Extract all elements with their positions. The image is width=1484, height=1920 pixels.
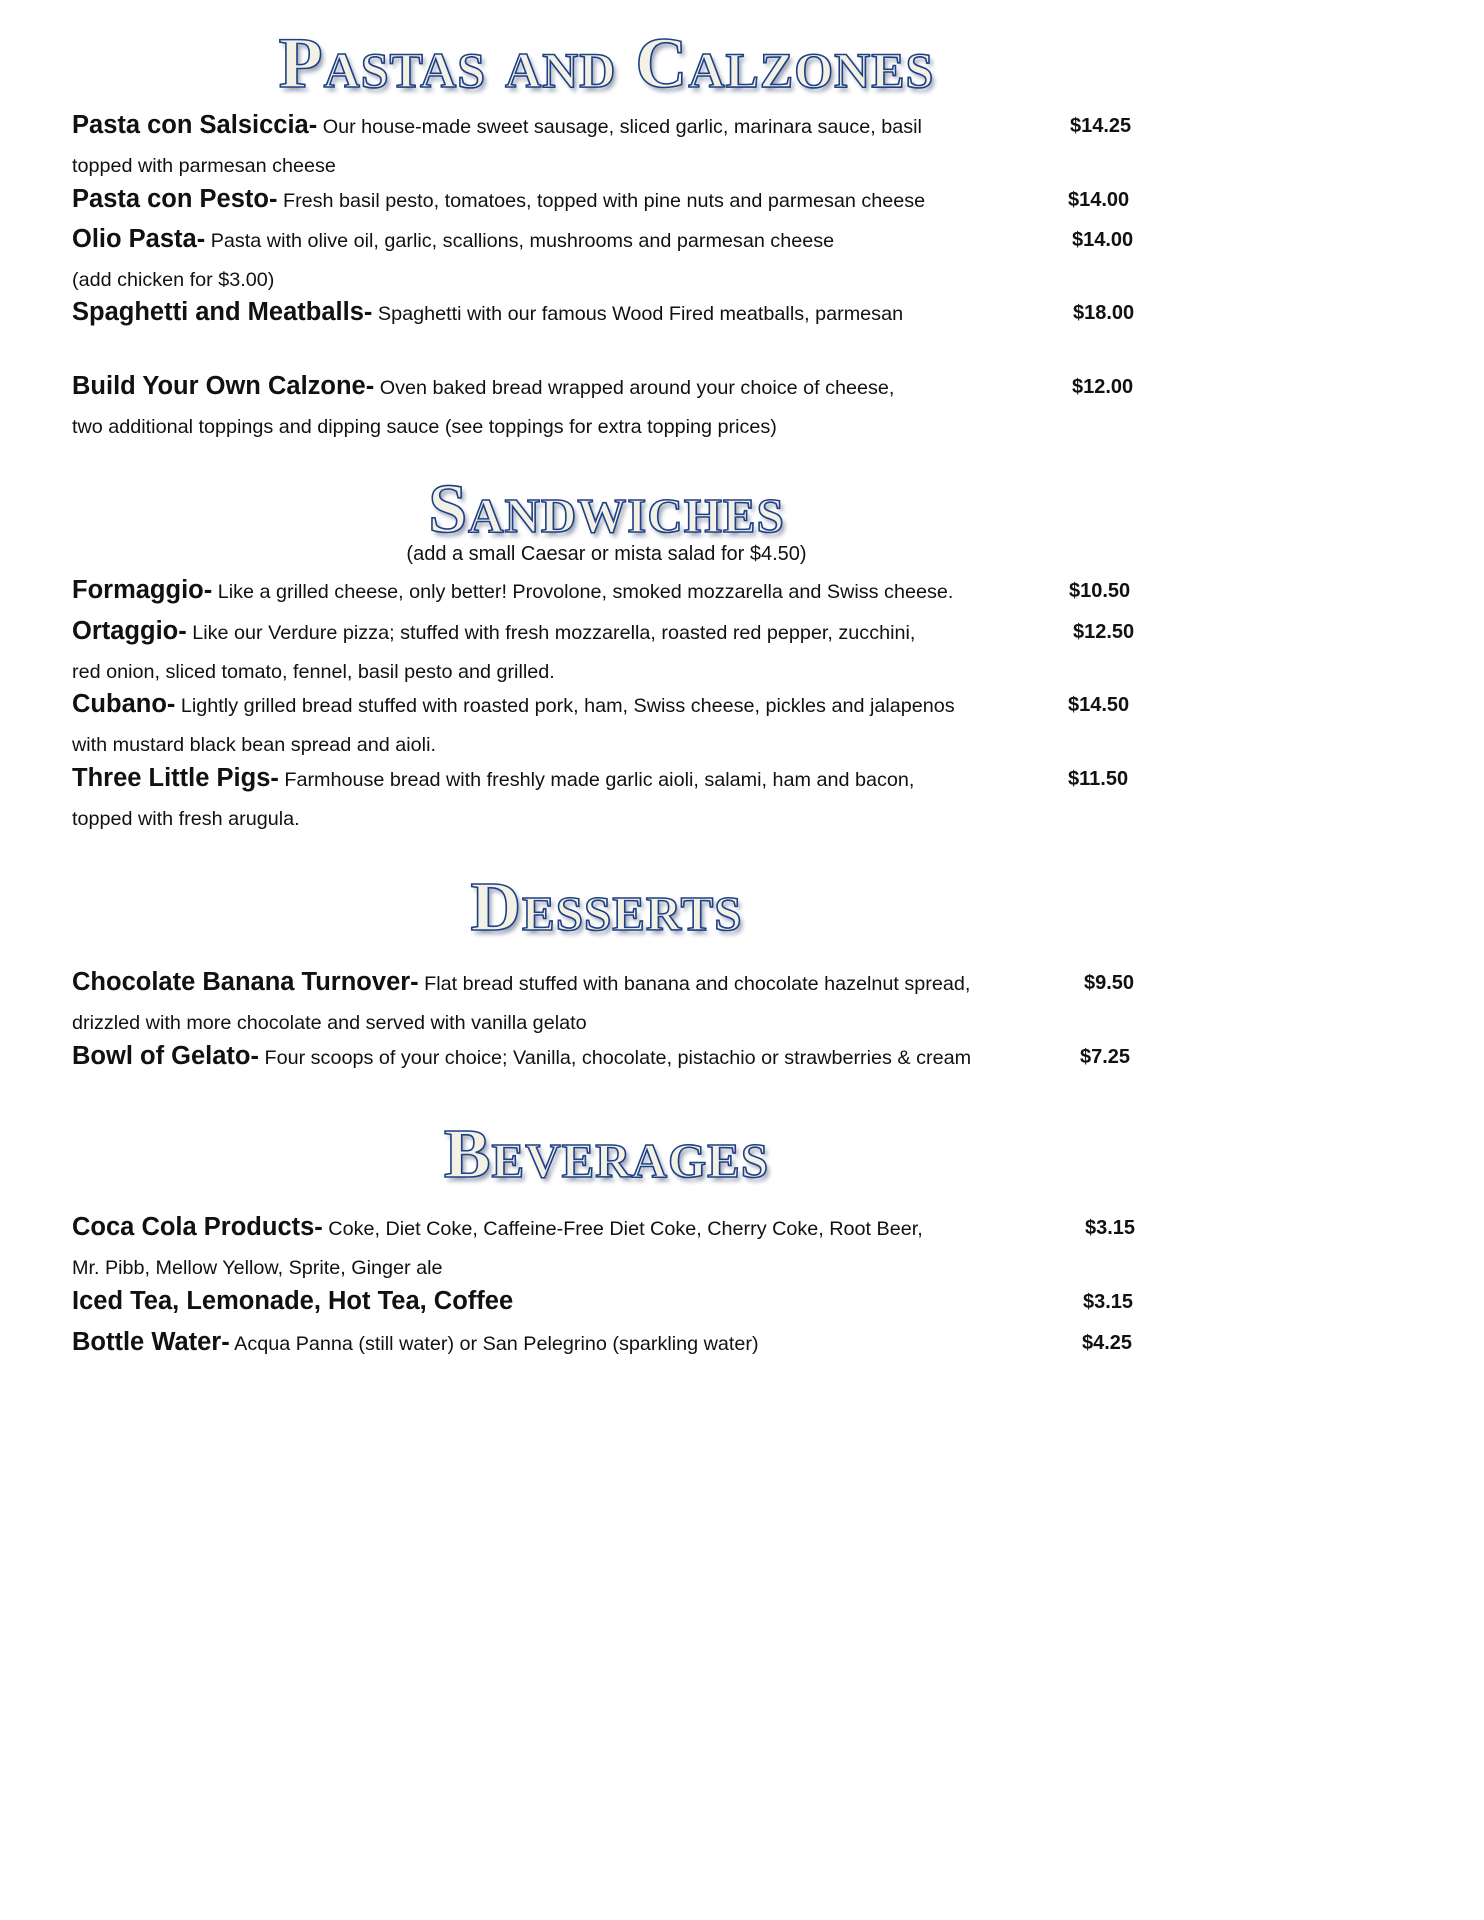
section-heading-beverages: Beverages: [443, 1116, 770, 1193]
menu-item-olio-pasta: [72, 225, 1142, 298]
menu-item-bowl-of-gelato: [72, 1042, 1142, 1079]
menu-item-chocolate-banana-turnover: [72, 968, 1142, 1041]
item-name: Iced Tea, Lemonade, Hot Tea, Coffee: [72, 1287, 514, 1315]
menu-item-bottle-water: [72, 1328, 1142, 1365]
section-heading-desserts: Desserts: [470, 869, 743, 946]
item-description-continued: two additional toppings and dipping sauce (see toppings for extra topping prices): [72, 416, 777, 438]
item-description-continued: drizzled with more chocolate and served with vanilla gelato: [72, 1012, 587, 1034]
item-price: $18.00: [1073, 302, 1135, 324]
item-description: Coke, Diet Coke, Caffeine-Free Diet Coke, Cherry Coke, Root Beer,: [322, 1218, 923, 1240]
item-description: Oven baked bread wrapped around your choice of cheese,: [374, 377, 895, 399]
item-price: $10.50: [1069, 580, 1131, 602]
item-price: $9.50: [1084, 972, 1135, 994]
item-description: Farmhouse bread with freshly made garlic aioli, salami, ham and bacon,: [278, 769, 915, 791]
item-name: Pasta con Pesto-: [72, 185, 278, 213]
item-name: Cubano-: [72, 690, 176, 718]
item-description: Pasta with olive oil, garlic, scallions, mushrooms and parmesan cheese: [205, 230, 835, 252]
item-name: Bowl of Gelato-: [72, 1042, 259, 1070]
menu-item-iced-tea-lemonade-hot-tea-coffee: [72, 1287, 1142, 1324]
menu-item-pasta-con-pesto: [72, 185, 1142, 222]
item-price: $14.00: [1068, 189, 1130, 211]
item-name: Pasta con Salsiccia-: [72, 111, 318, 139]
item-price: $3.15: [1083, 1291, 1134, 1313]
item-price: $12.50: [1073, 621, 1135, 643]
item-name: Ortaggio-: [72, 617, 187, 645]
item-description: Like our Verdure pizza; stuffed with fresh mozzarella, roasted red pepper, zucchini,: [186, 622, 916, 644]
item-price: $7.25: [1080, 1046, 1131, 1068]
item-name: Bottle Water-: [72, 1328, 230, 1356]
sandwiches-note: (add a small Caesar or mista salad for $4.50): [406, 543, 807, 565]
section-heading-pastas: Pastas and Calzones: [278, 23, 935, 103]
item-price: $4.25: [1082, 1332, 1133, 1354]
item-name: Spaghetti and Meatballs-: [72, 298, 373, 326]
item-price: $14.00: [1072, 229, 1134, 251]
menu-item-spaghetti-and-meatballs: [72, 298, 1142, 335]
item-price: $11.50: [1068, 768, 1129, 790]
item-name: Olio Pasta-: [72, 225, 206, 253]
item-description: Fresh basil pesto, tomatoes, topped with pine nuts and parmesan cheese: [277, 190, 926, 212]
item-price: $14.50: [1068, 694, 1130, 716]
item-name: Build Your Own Calzone-: [72, 372, 375, 400]
menu-item-coca-cola-products: [72, 1213, 1142, 1286]
item-price: $14.25: [1070, 115, 1132, 137]
item-description: Spaghetti with our famous Wood Fired meatballs, parmesan: [372, 303, 904, 325]
item-price: $3.15: [1085, 1217, 1136, 1239]
item-description-continued: Mr. Pibb, Mellow Yellow, Sprite, Ginger ale: [72, 1257, 443, 1279]
menu-item-build-your-own-calzone: [72, 372, 1142, 445]
menu-item-pasta-con-salsiccia: [72, 111, 1142, 184]
item-description-continued: red onion, sliced tomato, fennel, basil pesto and grilled.: [72, 661, 555, 683]
item-description: Four scoops of your choice; Vanilla, chocolate, pistachio or strawberries & cream: [259, 1047, 972, 1069]
item-description: Flat bread stuffed with banana and chocolate hazelnut spread,: [418, 973, 971, 995]
item-name: Coca Cola Products-: [72, 1213, 323, 1241]
menu-item-cubano: [72, 690, 1142, 763]
item-name: Three Little Pigs-: [72, 764, 279, 792]
item-name: Formaggio-: [72, 576, 213, 604]
section-heading-sandwiches: Sandwiches: [428, 471, 785, 548]
item-price: $12.00: [1072, 376, 1134, 398]
item-description-continued: topped with parmesan cheese: [72, 155, 336, 177]
item-description: Lightly grilled bread stuffed with roasted pork, ham, Swiss cheese, pickles and jalapenos: [175, 695, 955, 717]
item-name: Chocolate Banana Turnover-: [72, 968, 419, 996]
item-description: Our house-made sweet sausage, sliced garlic, marinara sauce, basil: [317, 116, 922, 138]
menu-item-ortaggio: [72, 617, 1142, 690]
item-description: Like a grilled cheese, only better! Provolone, smoked mozzarella and Swiss cheese.: [212, 581, 954, 603]
menu-item-three-little-pigs: [72, 764, 1142, 837]
menu-item-formaggio: [72, 576, 1142, 613]
item-description-continued: with mustard black bean spread and aioli.: [72, 734, 436, 756]
item-description-continued: (add chicken for $3.00): [72, 269, 275, 291]
item-description-continued: topped with fresh arugula.: [72, 808, 300, 830]
item-description: Acqua Panna (still water) or San Pelegrino (sparkling water): [229, 1333, 759, 1355]
